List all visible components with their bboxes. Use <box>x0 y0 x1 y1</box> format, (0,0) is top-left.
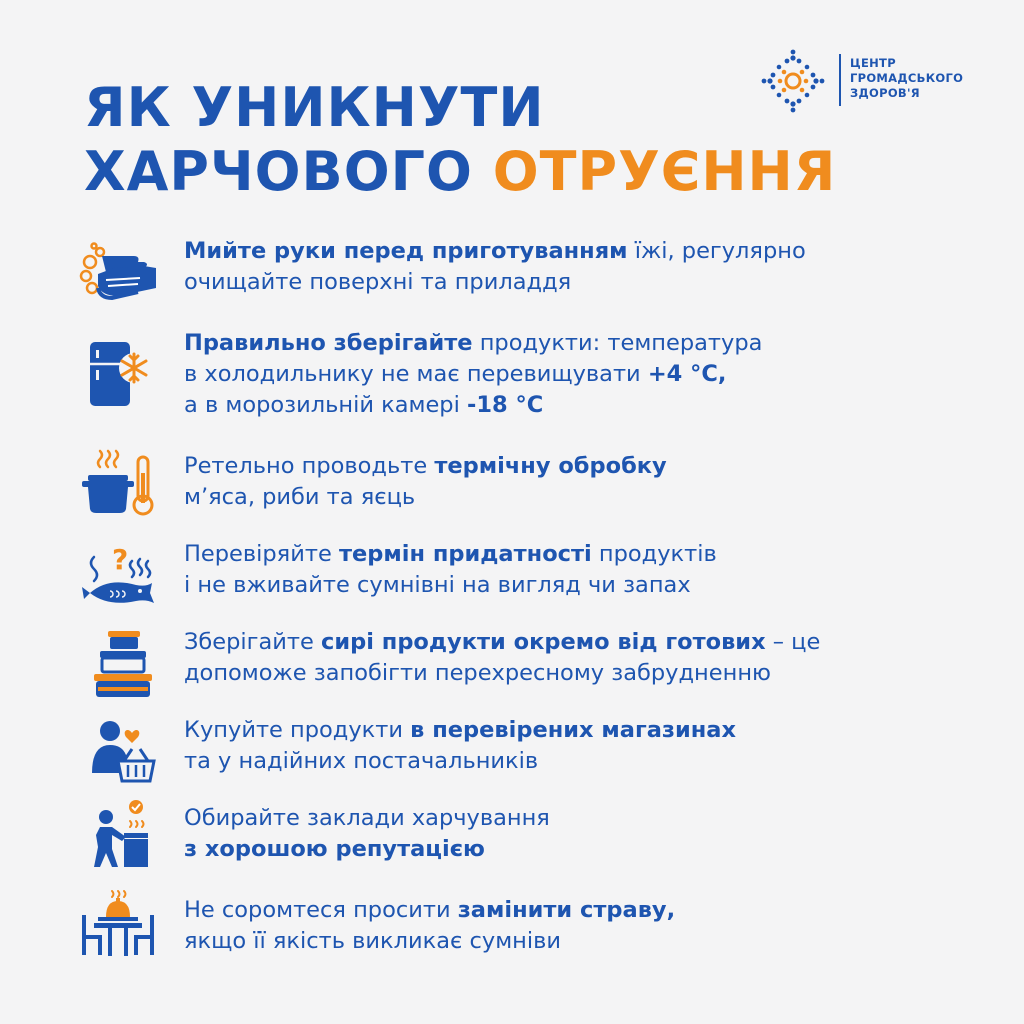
tip-segment: і не вживайте сумнівні на вигляд чи запах <box>184 572 691 598</box>
tip-emphasis: термін придатності <box>338 541 592 567</box>
page-title <box>84 76 836 204</box>
tip-line-1 <box>184 803 984 834</box>
tip-segment: та у надійних постачальників <box>184 748 539 774</box>
tip-emphasis: Правильно зберігайте <box>184 330 473 356</box>
logo-line-2: ГРОМАДСЬКОГО <box>850 71 964 85</box>
tip-segment: їжі, регулярно <box>627 238 806 264</box>
tip-text <box>184 539 984 601</box>
tip-segment: м’яса, риби та яєць <box>184 484 416 510</box>
tip-text <box>184 328 984 421</box>
tip-segment: продуктів <box>591 541 717 567</box>
logo-line-1: ЦЕНТР <box>850 56 896 70</box>
tip-segment: – це <box>765 629 821 655</box>
tip-line-1 <box>184 895 984 926</box>
title-line-2: ХАРЧОВОГО <box>84 140 473 203</box>
tip-segment: Не соромтеся просити <box>184 897 458 923</box>
logo-line-3: ЗДОРОВ'Я <box>850 86 920 100</box>
tip-emphasis: з хорошою репутацією <box>184 836 485 862</box>
hand-washing-icon <box>78 238 160 310</box>
tip-text <box>184 803 984 865</box>
pot-thermometer-icon <box>78 447 160 519</box>
food-containers-icon <box>78 629 160 701</box>
tip-segment: а в морозильній камері <box>184 392 467 418</box>
tip-emphasis: Мийте руки перед приготуванням <box>184 238 628 264</box>
fridge-snowflake-icon <box>78 338 160 410</box>
title-accent-word: ОТРУЄННЯ <box>492 140 837 203</box>
tip-segment: Ретельно проводьте <box>184 453 435 479</box>
tip-line-1 <box>184 539 984 570</box>
tip-segment: Зберігайте <box>184 629 322 655</box>
tip-line-1 <box>184 451 984 482</box>
tip-segment: очищайте поверхні та приладдя <box>184 269 572 295</box>
tip-emphasis: +4 °C, <box>647 361 727 387</box>
logo-divider <box>839 54 841 106</box>
tip-emphasis: в перевірених магазинах <box>410 717 736 743</box>
tip-segment: продукти: температура <box>472 330 763 356</box>
tip-line-1 <box>184 236 984 267</box>
tip-line-2 <box>184 658 984 689</box>
tip-line-2 <box>184 359 984 390</box>
tip-text <box>184 236 984 298</box>
spoiled-fish-icon <box>78 541 160 613</box>
tip-segment: якщо її якість викликає сумніви <box>184 928 562 954</box>
tip-emphasis: замінити страву, <box>457 897 676 923</box>
title-line-1: ЯК УНИКНУТИ <box>84 76 545 139</box>
tip-text <box>184 895 984 957</box>
tip-segment: в холодильнику не має перевищувати <box>184 361 648 387</box>
tip-line-2 <box>184 267 984 298</box>
tip-segment: Обирайте заклади харчування <box>184 805 550 831</box>
tip-text <box>184 715 984 777</box>
tip-line-2 <box>184 482 984 513</box>
tip-segment: Перевіряйте <box>184 541 339 567</box>
cook-check-icon <box>78 799 160 871</box>
tip-line-1 <box>184 328 984 359</box>
tip-line-3 <box>184 390 984 421</box>
tip-emphasis: -18 °C <box>467 392 544 418</box>
tip-emphasis: сирі продукти окремо від готових <box>321 629 766 655</box>
tip-line-1 <box>184 627 984 658</box>
tip-line-2 <box>184 926 984 957</box>
tip-text <box>184 451 984 513</box>
shopper-basket-icon <box>78 717 160 789</box>
logo-text <box>850 56 963 101</box>
restaurant-table-icon <box>78 889 160 961</box>
tip-line-2 <box>184 834 984 865</box>
tip-segment: Купуйте продукти <box>184 717 411 743</box>
tip-segment: допоможе запобігти перехресному забрудненню <box>184 660 771 686</box>
tip-emphasis: термічну обробку <box>434 453 667 479</box>
svg-text:?: ? <box>112 543 129 576</box>
tip-text <box>184 627 984 689</box>
tip-line-2 <box>184 746 984 777</box>
tip-line-2 <box>184 570 984 601</box>
tip-line-1 <box>184 715 984 746</box>
